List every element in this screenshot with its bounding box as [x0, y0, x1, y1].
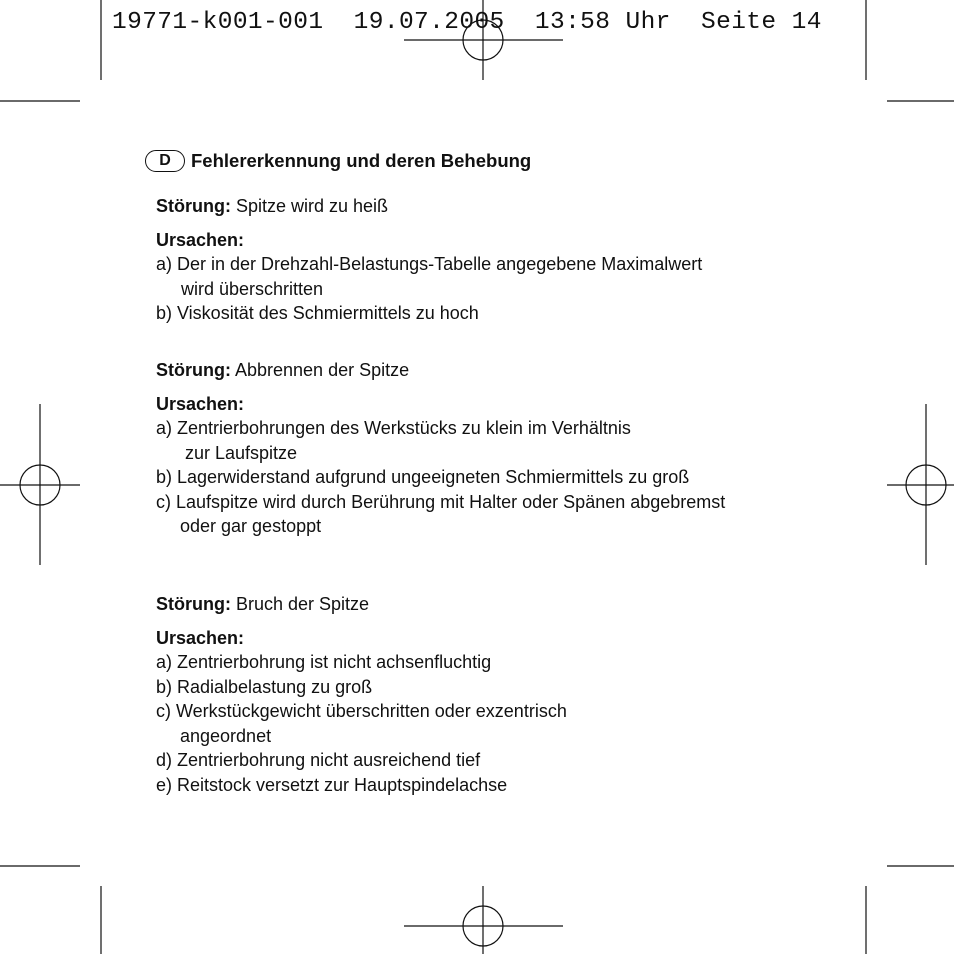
cause-line: a) Der in der Drehzahl-Belastungs-Tabelle angegebene Maximalwert — [156, 254, 703, 274]
cause-line: zur Laufspitze — [185, 442, 298, 463]
stoerung-line — [156, 592, 856, 617]
section-title: Fehlererkennung und deren Behebung — [191, 150, 532, 171]
print-slug-header: 19771-k001-001 19.07.2005 13:58 Uhr Seite 14 — [112, 9, 822, 36]
cause-line: b) Lagerwiderstand aufgrund ungeeigneten Schmiermittels zu groß — [156, 467, 690, 487]
issue-block-3 — [156, 592, 856, 797]
cause-line: d) Zentrierbohrung nicht ausreichend tief — [156, 750, 481, 770]
stoerung-text: Spitze wird zu heiß — [230, 196, 389, 216]
cause-line: wird überschritten — [181, 278, 324, 299]
cause-line: e) Reitstock versetzt zur Hauptspindelachse — [156, 774, 508, 795]
registration-mark-bottom — [404, 886, 563, 954]
cause-line: b) Radialbelastung zu groß — [156, 676, 373, 697]
issue-block-1 — [156, 194, 856, 326]
registration-mark-right — [887, 404, 954, 565]
stoerung-label: Störung: — [156, 196, 231, 216]
language-badge: D — [145, 150, 185, 172]
cause-line: a) Zentrierbohrungen des Werkstücks zu klein im Verhältnis — [156, 418, 631, 438]
ursachen-label: Ursachen: — [156, 627, 245, 648]
stoerung-label: Störung: — [156, 594, 231, 614]
stoerung-text: Bruch der Spitze — [230, 594, 370, 614]
ursachen-label: Ursachen: — [156, 229, 245, 250]
cause-line: c) Laufspitze wird durch Berührung mit Halter oder Spänen abgebremst — [156, 491, 726, 512]
stoerung-line — [156, 194, 856, 219]
cause-line: b) Viskosität des Schmiermittels zu hoch — [156, 303, 479, 323]
cause-line: c) Werkstückgewicht überschritten oder exzentrisch — [156, 701, 567, 721]
issue-block-2 — [156, 358, 856, 539]
section-heading — [145, 150, 531, 172]
stoerung-text: Abbrennen der Spitze — [230, 360, 410, 380]
cause-line: angeordnet — [180, 725, 272, 746]
ursachen-label: Ursachen: — [156, 393, 245, 414]
stoerung-line — [156, 358, 856, 383]
cause-line: oder gar gestoppt — [180, 516, 322, 536]
registration-mark-left — [0, 404, 80, 565]
stoerung-label: Störung: — [156, 360, 231, 380]
cause-line: a) Zentrierbohrung ist nicht achsenfluchtig — [156, 652, 492, 672]
